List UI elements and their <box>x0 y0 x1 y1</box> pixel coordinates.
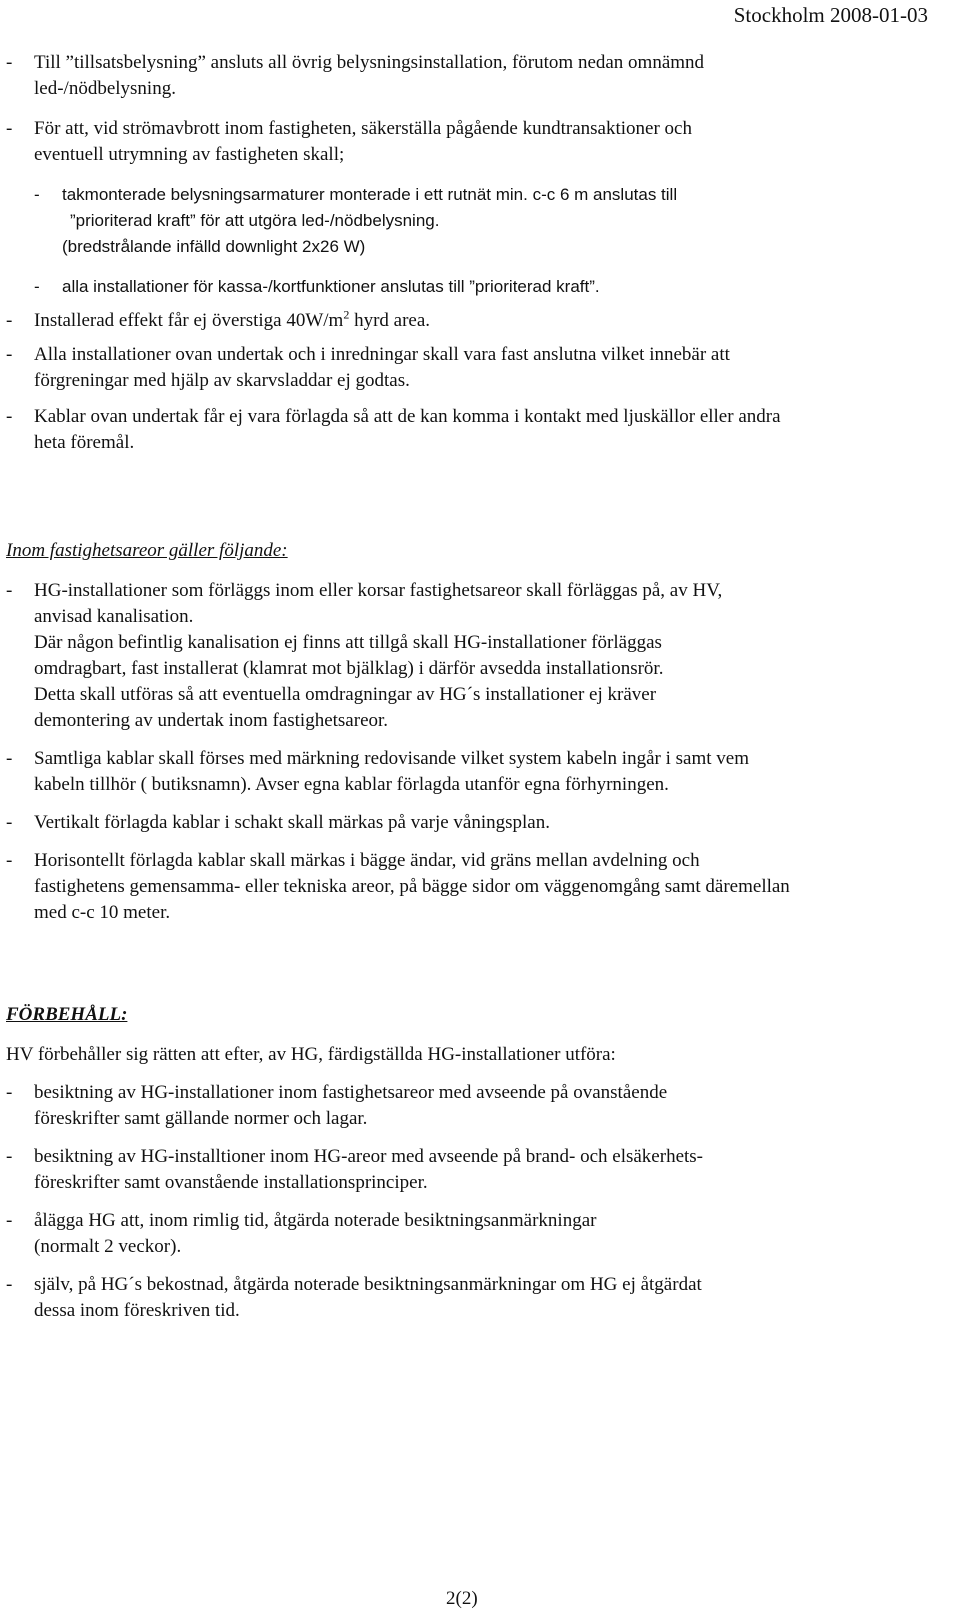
list-item <box>6 746 946 798</box>
text-line: med c-c 10 meter. <box>34 902 171 923</box>
section-reservation <box>6 1002 946 1324</box>
bullet-dash: - <box>6 1146 13 1167</box>
list-item <box>6 810 946 836</box>
superscript: 2 <box>343 307 350 322</box>
text-fragment: hyrd area. <box>349 310 431 331</box>
text-line <box>34 308 946 334</box>
sub-list-item <box>34 182 946 260</box>
list-item <box>6 50 946 102</box>
text-line: föreskrifter samt gällande normer och lagar. <box>34 1108 368 1129</box>
section-lighting <box>6 50 946 456</box>
bullet-dash: - <box>6 812 13 833</box>
text-line: Samtliga kablar skall förses med märkning redovisande vilket system kabeln ingår i samt vem <box>34 748 749 769</box>
bullet-dash: - <box>6 310 13 331</box>
list-item <box>6 342 946 394</box>
text-line: Detta skall utföras så att eventuella omdragningar av HG´s installationer ej kräver <box>34 684 657 705</box>
bullet-dash: - <box>6 406 13 427</box>
text-line: förgreningar med hjälp av skarvsladdar ej godtas. <box>34 370 410 391</box>
sub-list-item <box>34 274 946 300</box>
section-heading: Inom fastighetsareor gäller följande: <box>6 540 288 561</box>
list-item <box>6 1208 946 1260</box>
list-item <box>6 1144 946 1196</box>
text-line: Horisontellt förlagda kablar skall märkas i bägge ändar, vid gräns mellan avdelning och <box>34 850 700 871</box>
text-line: besiktning av HG-installationer inom fastighetsareor med avseende på ovanstående <box>34 1082 668 1103</box>
text-line: heta föremål. <box>34 432 135 453</box>
list-item <box>6 308 946 334</box>
bullet-dash: - <box>6 1274 13 1295</box>
list-item <box>6 116 946 168</box>
list-item <box>6 1080 946 1132</box>
document-date: Stockholm 2008-01-03 <box>733 3 928 27</box>
list-item <box>6 404 946 456</box>
text-line: eventuell utrymning av fastigheten skall; <box>34 144 345 165</box>
text-line: fastighetens gemensamma- eller tekniska areor, på bägge sidor om väggenomgång samt däremellan <box>34 876 790 897</box>
text-line: För att, vid strömavbrott inom fastigheten, säkerställa pågående kundtransaktioner och <box>34 118 692 139</box>
text-line: Vertikalt förlagda kablar i schakt skall märkas på varje våningsplan. <box>34 812 550 833</box>
page-number: 2(2) <box>446 1588 478 1609</box>
bullet-dash: - <box>6 580 13 601</box>
text-line: demontering av undertak inom fastighetsareor. <box>34 710 389 731</box>
bullet-dash: - <box>6 118 13 139</box>
text-line: Till ”tillsatsbelysning” ansluts all övrig belysningsinstallation, förutom nedan omnämnd <box>34 52 705 73</box>
text-line: föreskrifter samt ovanstående installationsprinciper. <box>34 1172 428 1193</box>
bullet-dash: - <box>34 277 40 296</box>
text-line: ”prioriterad kraft” för att utgöra led-/nödbelysning. <box>70 211 440 230</box>
text-line: Alla installationer ovan undertak och i inredningar skall vara fast anslutna vilket innebär att <box>34 344 730 365</box>
text-fragment: Installerad effekt får ej överstiga 40W/m <box>34 310 344 331</box>
text-line: själv, på HG´s bekostnad, åtgärda noterade besiktningsanmärkningar om HG ej åtgärdat <box>34 1274 702 1295</box>
bullet-dash: - <box>6 52 13 73</box>
bullet-dash: - <box>6 1210 13 1231</box>
text-line: Kablar ovan undertak får ej vara förlagda så att de kan komma i kontakt med ljuskällor eller andra <box>34 406 781 427</box>
text-line: dessa inom föreskriven tid. <box>34 1300 240 1321</box>
text-line: (bredstrålande infälld downlight 2x26 W) <box>62 237 366 256</box>
text-line: besiktning av HG-installtioner inom HG-areor med avseende på brand- och elsäkerhets- <box>34 1146 703 1167</box>
list-item <box>6 848 946 926</box>
bullet-dash: - <box>6 850 13 871</box>
text-line: ålägga HG att, inom rimlig tid, åtgärda noterade besiktningsanmärkningar <box>34 1210 597 1231</box>
bullet-dash: - <box>34 185 40 204</box>
text-line: omdragbart, fast installerat (klamrat mot bjälklag) i därför avsedda installationsrör. <box>34 658 664 679</box>
bullet-dash: - <box>6 1082 13 1103</box>
intro-paragraph: HV förbehåller sig rätten att efter, av HG, färdigställda HG-installationer utföra: <box>6 1044 616 1065</box>
text-line: takmonterade belysningsarmaturer monterade i ett rutnät min. c-c 6 m anslutas till <box>62 185 678 204</box>
bullet-dash: - <box>6 344 13 365</box>
text-line: HG-installationer som förläggs inom eller korsar fastighetsareor skall förläggas på, av HV, <box>34 580 723 601</box>
section-heading: FÖRBEHÅLL: <box>6 1004 128 1025</box>
text-line: Där någon befintlig kanalisation ej finns att tillgå skall HG-installationer förläggas <box>34 632 662 653</box>
list-item <box>6 1272 946 1324</box>
section-property-areas <box>6 538 946 926</box>
list-item <box>6 578 946 734</box>
text-line: alla installationer för kassa-/kortfunktioner anslutas till ”prioriterad kraft”. <box>62 277 600 296</box>
text-line: anvisad kanalisation. <box>34 606 194 627</box>
text-line: led-/nödbelysning. <box>34 78 176 99</box>
bullet-dash: - <box>6 748 13 769</box>
text-line: kabeln tillhör ( butiksnamn). Avser egna kablar förlagda utanför egna förhyrningen. <box>34 774 669 795</box>
text-line: (normalt 2 veckor). <box>34 1236 182 1257</box>
